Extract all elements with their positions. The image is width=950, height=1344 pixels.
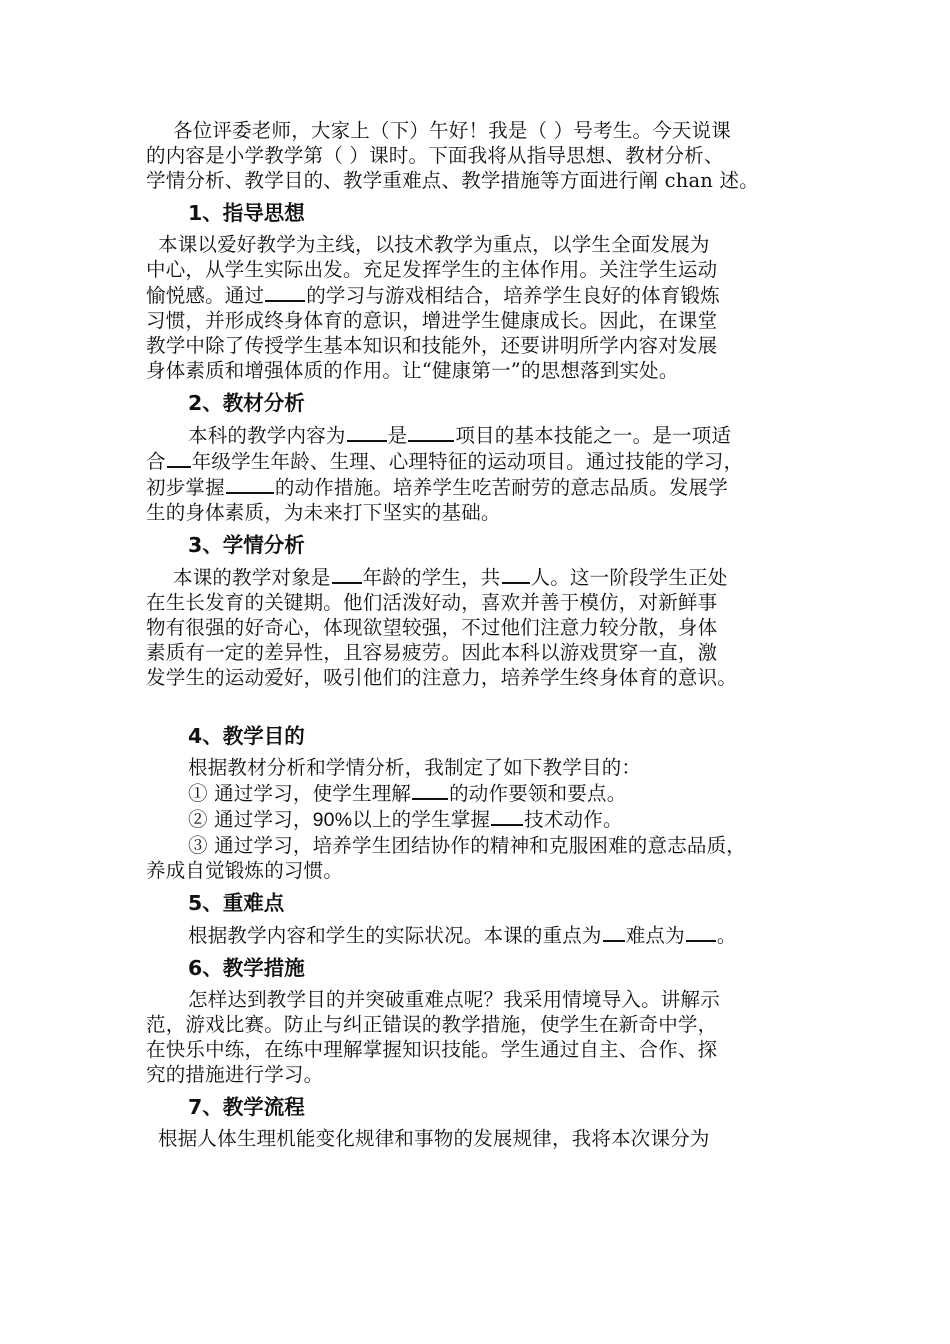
text-line: 初步掌握 的动作措施。培养学生吃苦耐劳的意志品质。发展学 bbox=[146, 476, 728, 499]
fill-blank bbox=[332, 564, 362, 584]
text-line: 本课以爱好教学为主线，以技术教学为重点，以学生全面发展为 bbox=[158, 233, 710, 256]
text-line: 本课的教学对象是 年龄的学生，共 人。这一阶段学生正处 bbox=[173, 566, 728, 589]
fill-blank bbox=[502, 564, 530, 584]
text-line: 愉悦感。通过 的学习与游戏相结合，培养学生良好的体育锻炼 bbox=[146, 284, 720, 307]
fill-blank bbox=[167, 448, 191, 468]
section-heading-guiding-ideology: 1、指导思想 bbox=[188, 201, 305, 225]
document-page bbox=[146, 118, 808, 1151]
fill-blank bbox=[603, 922, 625, 942]
section-heading-teaching-objectives: 4、教学目的 bbox=[188, 724, 305, 748]
text-line: 物有很强的好奇心，体现欲望较强，不过他们注意力较分散，身体 bbox=[146, 616, 718, 639]
text-line: 范，游戏比赛。防止与纠正错误的教学措施，使学生在新奇中学， bbox=[146, 1013, 718, 1036]
text-line: 究的措施进行学习。 bbox=[146, 1063, 324, 1086]
text-line: 根据教学内容和学生的实际状况。本课的重点为 难点为 。 bbox=[188, 924, 737, 947]
text-line: 根据人体生理机能变化规律和事物的发展规律，我将本次课分为 bbox=[158, 1127, 710, 1150]
objective-item: ① 通过学习，使学生理解 的动作要领和要点。 bbox=[188, 782, 627, 805]
material-analysis-paragraph bbox=[146, 422, 808, 525]
key-points-paragraph bbox=[146, 922, 808, 948]
teaching-objectives-paragraph bbox=[146, 755, 808, 883]
section-heading-teaching-process: 7、教学流程 bbox=[188, 1095, 305, 1119]
text-line: 本科的教学内容为 是 项目的基本技能之一。是一项适 bbox=[188, 424, 732, 447]
fill-blank bbox=[686, 922, 716, 942]
text-line: 发学生的运动爱好，吸引他们的注意力，培养学生终身体育的意识。 bbox=[146, 666, 738, 689]
fill-blank bbox=[226, 474, 274, 494]
teaching-methods-paragraph bbox=[146, 987, 808, 1087]
text-line: 在生长发育的关键期。他们活泼好动，喜欢并善于模仿，对新鲜事 bbox=[146, 591, 718, 614]
section-heading-teaching-methods: 6、教学措施 bbox=[188, 956, 305, 980]
objective-item: ② 通过学习，90%以上的学生掌握 技术动作。 bbox=[188, 808, 623, 831]
fill-blank bbox=[408, 422, 454, 442]
intro-line: 学情分析、教学目的、教学重难点、教学措施等方面进行阐 chan 述。 bbox=[146, 169, 759, 192]
text-line: 合 年级学生年龄、生理、心理特征的运动项目。通过技能的学习， bbox=[146, 450, 744, 473]
section-heading-key-points: 5、重难点 bbox=[188, 891, 285, 915]
text-line: 身体素质和增强体质的作用。让“健康第一”的思想落到实处。 bbox=[146, 359, 679, 382]
guiding-ideology-paragraph bbox=[146, 232, 808, 383]
fill-blank bbox=[412, 780, 448, 800]
learner-analysis-paragraph bbox=[146, 564, 808, 690]
text-line: 生的身体素质，为未来打下坚实的基础。 bbox=[146, 501, 501, 524]
fill-blank bbox=[347, 422, 387, 442]
text-line: 养成自觉锻炼的习惯。 bbox=[146, 859, 344, 882]
teaching-process-paragraph bbox=[146, 1126, 808, 1151]
text-line: 素质有一定的差异性，且容易疲劳。因此本科以游戏贯穿一直，激 bbox=[146, 641, 718, 664]
text-line: 怎样达到教学目的并突破重难点呢？我采用情境导入。讲解示 bbox=[188, 988, 720, 1011]
text-line: 中心，从学生实际出发。充足发挥学生的主体作用。关注学生运动 bbox=[146, 258, 718, 281]
section-heading-material-analysis: 2、教材分析 bbox=[188, 391, 305, 415]
text-line: 根据教材分析和学情分析，我制定了如下教学目的： bbox=[188, 756, 642, 779]
text-line: 在快乐中练，在练中理解掌握知识技能。学生通过自主、合作、探 bbox=[146, 1038, 718, 1061]
section-heading-learner-analysis: 3、学情分析 bbox=[188, 533, 305, 557]
text-line: 习惯，并形成终身体育的意识，增进学生健康成长。因此，在课堂 bbox=[146, 309, 718, 332]
intro-line: 的内容是小学教学第（ ）课时。下面我将从指导思想、教材分析、 bbox=[146, 144, 724, 167]
text-line: 教学中除了传授学生基本知识和技能外，还要讲明所学内容对发展 bbox=[146, 334, 718, 357]
fill-blank bbox=[491, 806, 523, 826]
objective-item: ③ 通过学习，培养学生团结协作的精神和克服困难的意志品质， bbox=[188, 834, 746, 857]
fill-blank bbox=[265, 282, 305, 302]
intro-paragraph bbox=[146, 118, 808, 193]
intro-line: 各位评委老师，大家上（下）午好！我是（ ）号考生。今天说课 bbox=[173, 119, 731, 142]
